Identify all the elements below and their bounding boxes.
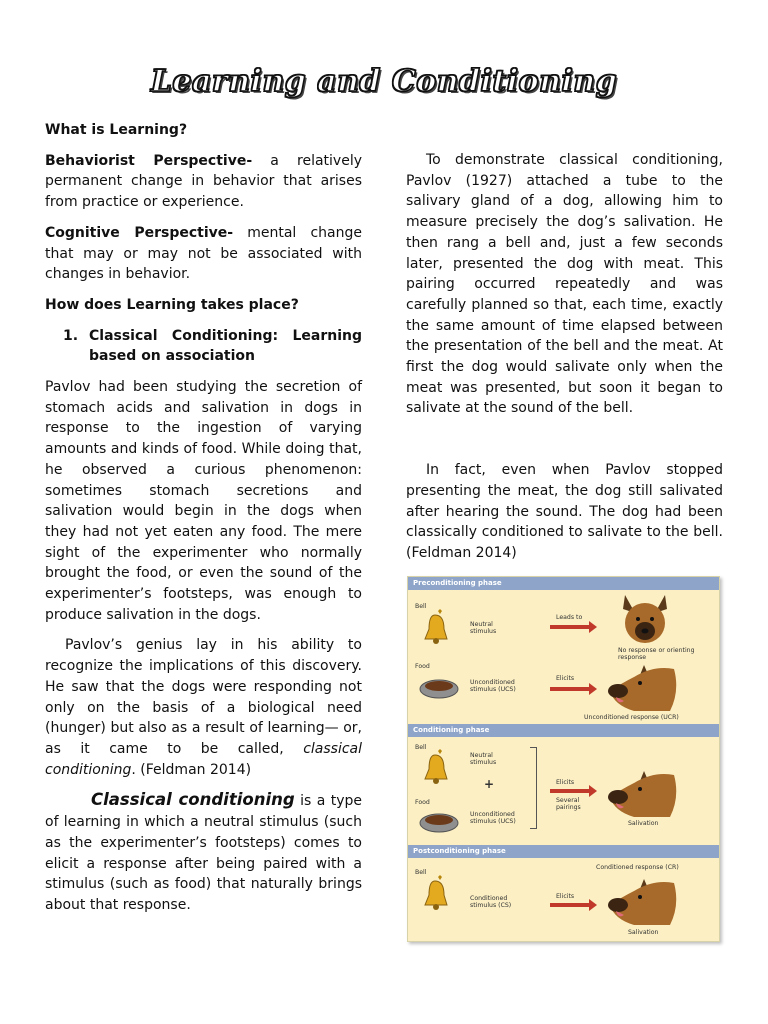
- bell-icon: [420, 747, 450, 789]
- question-how-learning: How does Learning takes place?: [45, 296, 299, 313]
- bell-icon: [420, 873, 450, 915]
- cc-text: is a type of learning in which a neutral stimulus (such as the experimenter’s footsteps) comes to elicit a response after being paired with a stimulus (such as food) that naturally brings about that response.: [45, 793, 363, 913]
- food-bowl-icon: [418, 675, 460, 701]
- conditioning-figure: [407, 576, 720, 942]
- cognitive-text: mental change that may or may not be associated with changes in behavior.: [45, 224, 362, 283]
- classical-conditioning-definition: [45, 790, 362, 915]
- dog-icon: [604, 875, 684, 927]
- bell-icon: [420, 607, 450, 649]
- dog-icon: [604, 661, 684, 713]
- arrow-icon: [550, 625, 590, 629]
- question-what-is-learning: What is Learning?: [45, 122, 188, 138]
- label-leads-to: Leads to: [556, 614, 583, 621]
- label-bell-1: Bell: [415, 603, 427, 610]
- behaviorist-text: a relatively permanent change in behavior that arises from practice or experience.: [45, 152, 362, 211]
- dog-icon: [615, 591, 677, 647]
- behaviorist-term: Behaviorist Perspective-: [45, 152, 253, 169]
- plus-sign: +: [484, 777, 495, 791]
- label-ucs-2: Unconditioned stimulus (UCS): [470, 811, 516, 825]
- item-text: Classical Conditioning: Learning based on association: [89, 327, 362, 365]
- label-elicits-2: Elicits: [556, 779, 575, 786]
- pavlov-genius-paragraph: [45, 635, 362, 780]
- phase-bar-conditioning: Conditioning phase: [408, 724, 719, 737]
- label-no-response: No response or orienting response: [618, 647, 695, 661]
- label-neutral-stimulus-2: Neutral stimulus: [470, 752, 497, 766]
- genius-text-b: . (Feldman 2014): [131, 761, 252, 778]
- page-title: Learning and Conditioning: [150, 64, 618, 99]
- food-bowl-icon: [418, 809, 460, 835]
- left-column: [45, 120, 362, 926]
- behaviorist-definition: [45, 151, 362, 213]
- phase-bar-postconditioning: Postconditioning phase: [408, 845, 719, 858]
- label-bell-2: Bell: [415, 744, 427, 751]
- label-ucr: Unconditioned response (UCR): [584, 714, 679, 721]
- label-food-1: Food: [415, 663, 430, 670]
- spacer: [406, 429, 723, 460]
- label-bell-3: Bell: [415, 869, 427, 876]
- bracket: [530, 747, 537, 829]
- dog-icon: [604, 767, 684, 819]
- cc-term: Classical conditioning: [91, 790, 295, 810]
- genius-text-a: Pavlov’s genius lay in his ability to recognize the implications of this discovery. He saw that the dogs were responding not only on the basis of a biological need (hunger) but also as a result of learning— or, as it came to be called,: [45, 637, 362, 757]
- label-ucs-1: Unconditioned stimulus (UCS): [470, 679, 516, 693]
- item-number: 1.: [63, 327, 79, 344]
- cognitive-definition: [45, 223, 362, 285]
- label-food-2: Food: [415, 799, 430, 806]
- label-salivation-2: Salivation: [628, 929, 659, 936]
- phase-bar-preconditioning: Preconditioning phase: [408, 577, 719, 590]
- cognitive-term: Cognitive Perspective-: [45, 224, 234, 241]
- in-fact-paragraph: In fact, even when Pavlov stopped presenting the meat, the dog still salivated after hearing the sound. The dog had been classically conditioned to salivate to the bell. (Feldman 2014): [406, 462, 723, 561]
- genius-italic: classical conditioning: [45, 740, 362, 778]
- arrow-icon: [550, 789, 590, 793]
- label-cr: Conditioned response (CR): [596, 864, 679, 871]
- label-several-pairings: Several pairings: [556, 797, 581, 811]
- arrow-icon: [550, 903, 590, 907]
- demonstration-paragraph: To demonstrate classical conditioning, Pavlov (1927) attached a tube to the salivary gland of a dog, allowing him to measure precisely the dog’s salivation. He then rang a bell and, just a few seconds later, presented the dog with meat. This pairing occurred repeatedly and was carefully planned so that, each time, exactly the same amount of time elapsed between the presentation of the bell and the meat. At first the dog would salivate only when the meat was presented, but soon it began to salivate at the sound of the bell.: [406, 152, 723, 417]
- pavlov-paragraph: Pavlov had been studying the secretion of stomach acids and salivation in dogs in response to the ingestion of varying amounts and kinds of food. While doing that, he observed a curious phenomenon: sometimes stomach secretions and salivation would begin in the dogs when they had not yet eaten any food. The mere sight of the experimenter who normally brought the food, or even the sound of the experimenter’s footsteps, was enough to produce salivation in the dogs.: [45, 379, 362, 623]
- label-elicits-1: Elicits: [556, 675, 575, 682]
- label-elicits-3: Elicits: [556, 893, 575, 900]
- label-salivation-1: Salivation: [628, 820, 659, 827]
- label-neutral-stimulus-1: Neutral stimulus: [470, 621, 497, 635]
- arrow-icon: [550, 687, 590, 691]
- numbered-item-classical: [63, 326, 362, 367]
- right-column: [406, 150, 723, 574]
- label-cs: Conditioned stimulus (CS): [470, 895, 512, 909]
